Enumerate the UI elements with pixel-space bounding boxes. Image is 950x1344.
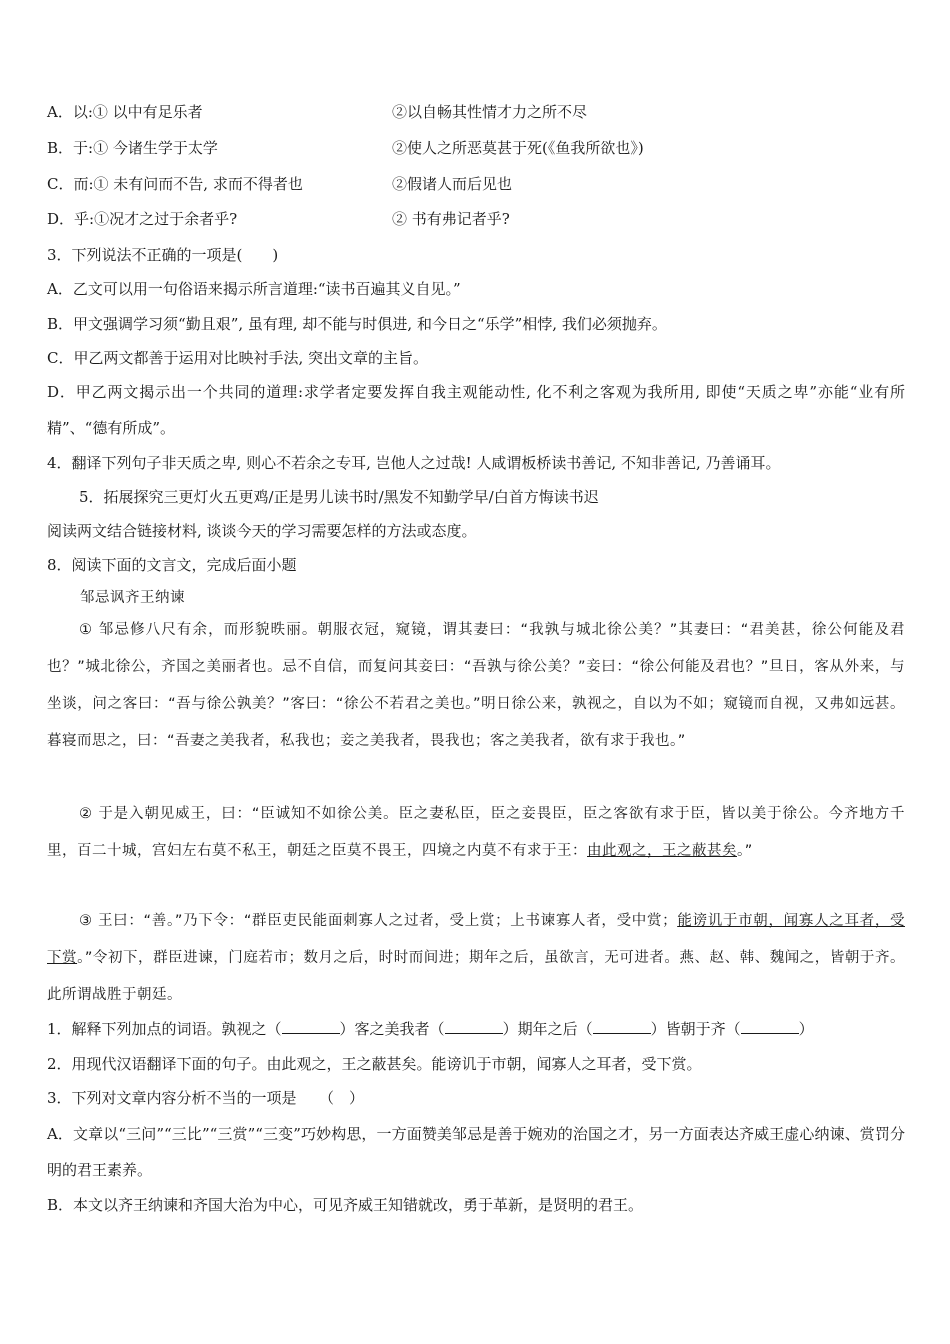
subq1-part4: ）皆朝于齐（ xyxy=(650,1020,741,1038)
q4-question: 4．翻译下列句子非天质之卑, 则心不若余之专耳, 岂他人之过哉! 人咸谓板桥读书善记, 不知非善记, 乃善诵耳。 xyxy=(47,454,781,472)
para3-end: 。”令初下，群臣进谏，门庭若市；数月之后，时时而间进；期年之后，虽欲言，无可进者。燕、赵、韩、魏闻之，皆朝于齐。此所谓战胜于朝廷。 xyxy=(47,950,906,1003)
answer-blank-2[interactable] xyxy=(445,1019,503,1034)
passage-title: 邹忌讽齐王纳谏 xyxy=(80,590,185,606)
q2-option-b-left: B．于:① 今诸生学于太学 xyxy=(47,139,218,157)
q2-option-d-right: ② 书有弗记者乎? xyxy=(392,210,510,228)
passage-para-2 xyxy=(47,796,905,870)
q2-option-c-right: ②假诸人而后见也 xyxy=(392,175,513,193)
subq1-part1: 1．解释下列加点的词语。孰视之（ xyxy=(47,1020,282,1038)
q2-option-b xyxy=(47,137,644,159)
q2-option-c-left: C．而:① 未有问而不告, 求而不得者也 xyxy=(47,175,303,193)
subq1-part2: ）客之美我者（ xyxy=(339,1020,445,1038)
passage-para-1: ① 邹忌修八尺有余，而形貌昳丽。朝服衣冠，窥镜，谓其妻曰：“我孰与城北徐公美？”其妻曰：“君美甚，徐公何能及君也？”城北徐公，齐国之美丽者也。忌不自信，而复问其妾曰：“吾孰与徐公美？”妾曰：“徐公何能及君也？”旦日，客从外来，与坐谈，问之客曰：“吾与徐公孰美？”客曰：“徐公不若君之美也。”明日徐公来，孰视之，自以为不如；窥镜而自视，又弗如远甚。暮寝而思之，曰：“吾妻之美我者，私我也；妾之美我者，畏我也；客之美我者，欲有求于我也。” xyxy=(47,622,905,749)
q2-option-c xyxy=(47,173,513,195)
answer-blank-4[interactable] xyxy=(741,1019,799,1034)
subq3-option-b: B．本文以齐王纳谏和齐国大治为中心，可见齐威王知错就改，勇于革新，是贤明的君王。 xyxy=(47,1196,644,1214)
q2-option-d-left: D．乎:①况才之过于余者乎? xyxy=(47,210,238,228)
q2-option-a xyxy=(47,101,588,123)
para3-text: ③ 王曰：“善。”乃下令：“群臣吏民能面刺寡人之过者，受上赏；上书谏寡人者，受中赏； xyxy=(79,913,678,929)
answer-blank-1[interactable] xyxy=(282,1019,340,1034)
passage-para-3 xyxy=(47,903,905,1014)
q2-option-a-left: A．以:① 以中有足乐者 xyxy=(47,103,203,121)
para2-end: 。” xyxy=(737,843,753,859)
subq3-stem: 3．下列对文章内容分析不当的一项是 （ ） xyxy=(47,1089,365,1107)
q3-option-a: A．乙文可以用一句俗语来揭示所言道理:“读书百遍其义自见。” xyxy=(47,280,461,298)
q3-option-c: C．甲乙两文都善于运用对比映衬手法, 突出文章的主旨。 xyxy=(47,349,429,367)
subq1-part3: ）期年之后（ xyxy=(502,1020,593,1038)
para2-text: ② 于是入朝见威王，曰：“臣诚知不如徐公美。臣之妻私臣，臣之妾畏臣，臣之客欲有求于臣，皆以美于徐公。今齐地方千里，百二十城，宫妇左右莫不私王，朝廷之臣莫不畏王，四境之内莫不有求于王： xyxy=(47,806,905,859)
subq1-part5: ） xyxy=(798,1020,814,1038)
answer-blank-3[interactable] xyxy=(593,1019,651,1034)
subq2: 2．用现代汉语翻译下面的句子。由此观之，王之蔽甚矣。能谤讥于市朝，闻寡人之耳者，受下赏。 xyxy=(47,1055,702,1073)
subq1 xyxy=(47,1018,814,1040)
q3-option-d: D．甲乙两文揭示出一个共同的道理:求学者定要发挥自我主观能动性, 化不利之客观为我所用, 即使“天质之卑”亦能“业有所精”、“德有所成”。 xyxy=(47,383,905,437)
para2-underlined: 由此观之，王之蔽甚矣 xyxy=(587,843,737,859)
para3-underlined: 能谤讥于市朝，闻寡人之耳者，受下赏 xyxy=(47,913,906,966)
q3-option-b: B．甲文强调学习须“勤且艰”, 虽有理, 却不能与时俱进, 和今日之“乐学”相悖, 我们必须抛弃。 xyxy=(47,315,667,333)
q5-question: 5．拓展探究三更灯火五更鸡/正是男儿读书时/黑发不知勤学早/白首方悔读书迟 xyxy=(79,488,599,506)
q3-stem: 3．下列说法不正确的一项是( ) xyxy=(47,246,279,264)
q2-option-a-right: ②以自畅其性情才力之所不尽 xyxy=(392,103,588,121)
q2-option-d xyxy=(47,208,510,230)
q2-option-b-right: ②使人之所恶莫甚于死(《鱼我所欲也》) xyxy=(392,139,644,157)
q8-title: 8．阅读下面的文言文，完成后面小题 xyxy=(47,556,297,574)
subq3-option-a: A．文章以“三问”“三比”“三赏”“三变”巧妙构思，一方面赞美邹忌是善于婉劝的治国之才，另一方面表达齐威王虚心纳谏、赏罚分明的君王素养。 xyxy=(47,1125,905,1179)
q5-subquestion: 阅读两文结合链接材料, 谈谈今天的学习需要怎样的方法或态度。 xyxy=(47,522,477,540)
